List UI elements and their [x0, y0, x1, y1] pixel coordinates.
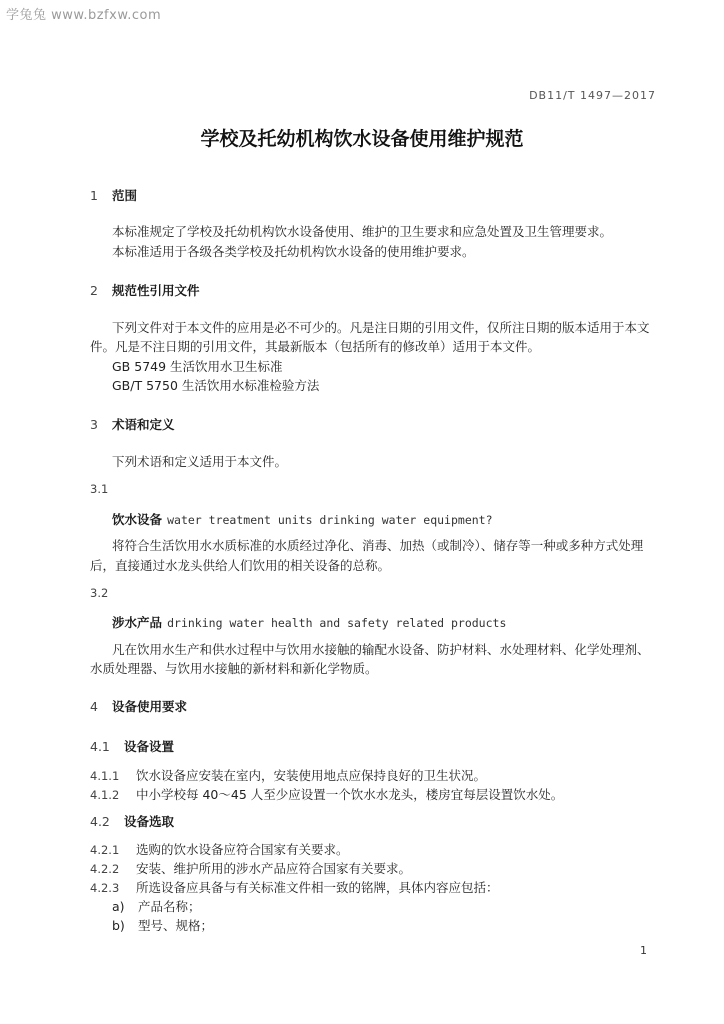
- list-text: 型号、规格；: [138, 918, 214, 933]
- page-number: 1: [640, 944, 647, 957]
- section-1-heading: [90, 186, 137, 204]
- clause-text: 饮水设备应安装在室内，安装使用地点应保持良好的卫生状况。: [136, 768, 487, 783]
- term-entry: [112, 509, 493, 528]
- term-number: 3.1: [90, 482, 109, 496]
- list-marker: b): [112, 918, 125, 933]
- clause-item: [90, 878, 499, 896]
- normative-reference: GB 5749 生活饮用水卫生标准: [112, 359, 283, 374]
- clause-text: 中小学校每 40～45 人至少应设置一个饮水水龙头，楼房宜每层设置饮水处。: [136, 787, 564, 802]
- definition-line: 水质处理器、与饮用水接触的新材料和新化学物质。: [90, 661, 378, 676]
- section-number: 4: [90, 699, 98, 714]
- subsection-number: 4.1: [90, 739, 110, 754]
- paragraph-line: 件。凡是不注日期的引用文件，其最新版本（包括所有的修改单）适用于本文件。: [90, 339, 541, 354]
- clause-text: 选购的饮水设备应符合国家有关要求。: [136, 842, 349, 857]
- clause-number: 4.2.2: [90, 862, 120, 876]
- list-marker: a): [112, 899, 125, 914]
- list-text: 产品名称；: [138, 899, 201, 914]
- list-item: [112, 916, 213, 934]
- clause-item: [90, 766, 486, 784]
- section-number: 3: [90, 417, 98, 432]
- clause-item: [90, 840, 349, 858]
- paragraph-line: 下列文件对于本文件的应用是必不可少的。凡是注日期的引用文件，仅所注日期的版本适用于本文: [112, 320, 650, 335]
- clause-number: 4.1.1: [90, 769, 120, 783]
- section-title: 规范性引用文件: [112, 283, 200, 298]
- clause-number: 4.2.1: [90, 843, 120, 857]
- document-title: 学校及托幼机构饮水设备使用维护规范: [200, 128, 524, 150]
- definition-line: 将符合生活饮用水水质标准的水质经过净化、消毒、加热（或制冷）、储存等一种或多种方式处理: [112, 538, 644, 553]
- definition-line: 后，直接通过水龙头供给人们饮用的相关设备的总称。: [90, 558, 391, 573]
- clause-item: [90, 785, 563, 803]
- clause-item: [90, 859, 411, 877]
- subsection-number: 4.2: [90, 814, 110, 829]
- list-item: [112, 897, 201, 915]
- term-zh: 涉水产品: [112, 615, 163, 630]
- clause-number: 4.2.3: [90, 881, 120, 895]
- paragraph: 本标准规定了学校及托幼机构饮水设备使用、维护的卫生要求和应急处置及卫生管理要求。: [112, 224, 613, 239]
- subsection-heading: [90, 737, 174, 755]
- subsection-title: 设备选取: [124, 814, 175, 829]
- section-title: 术语和定义: [112, 417, 175, 432]
- term-en: drinking water health and safety related products: [167, 616, 507, 630]
- normative-reference: GB/T 5750 生活饮用水标准检验方法: [112, 378, 320, 393]
- subsection-title: 设备设置: [124, 739, 175, 754]
- section-title: 范围: [112, 188, 138, 203]
- term-entry: [112, 612, 506, 631]
- term-zh: 饮水设备: [112, 512, 163, 527]
- section-2-heading: [90, 281, 200, 299]
- document-number: DB11/T 1497—2017: [529, 89, 656, 102]
- term-number: 3.2: [90, 586, 109, 600]
- section-3-heading: [90, 415, 175, 433]
- paragraph: 本标准适用于各级各类学校及托幼机构饮水设备的使用维护要求。: [112, 244, 475, 259]
- clause-text: 所选设备应具备与有关标准文件相一致的铭牌，具体内容应包括：: [136, 880, 499, 895]
- subsection-heading: [90, 812, 174, 830]
- clause-text: 安装、维护所用的涉水产品应符合国家有关要求。: [136, 861, 412, 876]
- watermark: 学兔兔 www.bzfxw.com: [6, 8, 162, 23]
- section-title: 设备使用要求: [112, 699, 188, 714]
- paragraph: 下列术语和定义适用于本文件。: [112, 454, 288, 469]
- section-number: 2: [90, 283, 98, 298]
- clause-number: 4.1.2: [90, 788, 120, 802]
- section-number: 1: [90, 188, 98, 203]
- section-4-heading: [90, 697, 187, 715]
- term-en: water treatment units drinking water equipment?: [167, 513, 493, 527]
- definition-line: 凡在饮用水生产和供水过程中与饮用水接触的输配水设备、防护材料、水处理材料、化学处理剂、: [112, 642, 650, 657]
